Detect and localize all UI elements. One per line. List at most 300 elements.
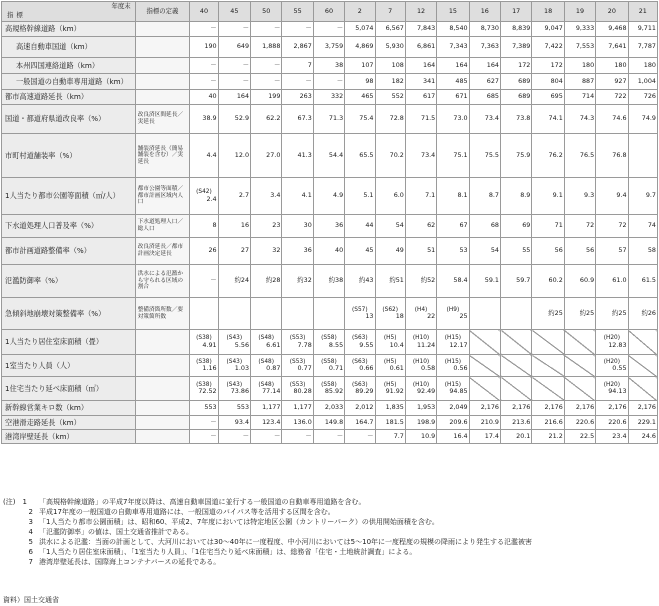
value-cell: －: [313, 22, 344, 37]
value-cell: 552: [375, 90, 405, 105]
value-cell: 180: [596, 58, 628, 74]
value-cell: 54.4: [313, 134, 344, 178]
value-cell: 3.4: [251, 178, 282, 215]
value-cell: 2,176: [469, 401, 500, 416]
table-row: [2, 416, 658, 430]
value-cell: 7,363: [469, 37, 500, 58]
empty-cell: [532, 330, 564, 355]
value-cell: 1,004: [628, 74, 657, 90]
cell-value: 0.66: [359, 364, 374, 373]
header-year: 7: [375, 2, 405, 22]
cell-value: 94.13: [608, 387, 627, 396]
value-cell: 76.2: [532, 134, 564, 178]
cell-value: 0.77: [297, 364, 312, 373]
value-cell: 7,641: [596, 37, 628, 58]
cell-value: 12.83: [608, 340, 627, 349]
footnote: [3, 497, 655, 507]
row-label: 新幹線営業キロ数（km）: [2, 401, 136, 416]
value-cell: 62.2: [251, 105, 282, 134]
value-cell: 72: [596, 215, 628, 238]
footnote-text: 洪水による氾濫：当面の計画として、大河川においては30～40年に一度程度、中小河川においては5～10年に一度程度の規模の降雨により発生する氾濫被害: [39, 538, 533, 546]
value-cell: [282, 298, 313, 330]
value-cell: [190, 298, 218, 330]
value-cell: 7,843: [405, 22, 436, 37]
cell-year-note: (H4): [414, 306, 428, 313]
cell-year-note: (S38): [196, 358, 212, 365]
header-year: 21: [628, 2, 657, 22]
row-label: 港湾岸壁延長（km）: [2, 430, 136, 444]
row-definition: 整備済箇所数／要対策箇所数: [135, 298, 190, 330]
value-cell: 4.9: [313, 178, 344, 215]
value-cell: 9.3: [564, 178, 595, 215]
value-cell: 7: [282, 58, 313, 74]
table-row: [2, 238, 658, 265]
value-cell: [345, 355, 375, 377]
cell-year-note: (H20): [603, 381, 620, 388]
empty-cell: [532, 377, 564, 401]
footnote-text: 「1人当たり都市公園面積」は、昭和60、平成2、7年度においては特定地区公園（カントリーパーク）の供用開始面積を含む。: [39, 518, 439, 526]
value-cell: －: [218, 430, 250, 444]
footnote: [3, 557, 655, 567]
row-label: 本州四国連絡道路（km）: [2, 58, 136, 74]
row-label: 国道・都道府県道改良率（%）: [2, 105, 136, 134]
header-year-end: 年度末: [111, 2, 131, 10]
value-cell: －: [190, 74, 218, 90]
footnote: [3, 517, 655, 527]
value-cell: －: [218, 22, 250, 37]
cell-year-note: (H10): [412, 358, 430, 365]
value-cell: 67.3: [282, 105, 313, 134]
value-cell: 53: [437, 238, 469, 265]
value-cell: 56: [564, 238, 595, 265]
value-cell: 36: [282, 238, 313, 265]
value-cell: 180: [564, 58, 595, 74]
cell-value: 0.71: [328, 364, 344, 373]
row-label: 下水道処理人口普及率（%）: [2, 215, 136, 238]
row-definition: 改良済延長／都市計画決定延長: [135, 238, 190, 265]
value-cell: 181.5: [375, 416, 405, 430]
cell-year-note: (S48): [258, 335, 274, 342]
footnote-number: 3: [28, 518, 33, 526]
value-cell: －: [190, 430, 218, 444]
cell-value: 85.92: [324, 387, 344, 396]
row-label: 市町村道舗装率（%）: [2, 134, 136, 178]
value-cell: 55: [501, 238, 532, 265]
footnote-text: 平成17年度の一般国道の自動車専用道路には、一般国道のバイパス等を活用する区間を含む。: [39, 508, 335, 516]
cell-value: 94.85: [449, 387, 468, 396]
table-row: [2, 330, 658, 355]
value-cell: 1,177: [282, 401, 313, 416]
cell-year-note: (H5): [383, 358, 397, 365]
cell-year-note: (H9): [446, 306, 460, 313]
value-cell: [437, 377, 469, 401]
value-cell: [282, 330, 313, 355]
value-cell: [251, 377, 282, 401]
value-cell: 56: [532, 238, 564, 265]
value-cell: 21.2: [532, 430, 564, 444]
table-header-row: [2, 2, 658, 22]
value-cell: [282, 355, 313, 377]
cell-year-note: (S58): [321, 335, 337, 342]
value-cell: [218, 377, 250, 401]
cell-year-note: (S53): [289, 381, 306, 388]
cell-year-note: (S38): [196, 381, 212, 388]
value-cell: 23.4: [596, 430, 628, 444]
row-definition: [135, 74, 190, 90]
value-cell: 62: [405, 215, 436, 238]
header-year: 12: [405, 2, 436, 22]
table-row: [2, 178, 658, 215]
empty-cell: [628, 330, 657, 355]
value-cell: 12.0: [218, 134, 250, 178]
value-cell: 2.7: [218, 178, 250, 215]
row-definition: [135, 58, 190, 74]
table-row: [2, 90, 658, 105]
value-cell: [190, 178, 218, 215]
value-cell: 164: [405, 58, 436, 74]
value-cell: 20.1: [501, 430, 532, 444]
value-cell: [375, 298, 405, 330]
value-cell: 27: [218, 238, 250, 265]
value-cell: 5,074: [345, 22, 375, 37]
empty-cell: [628, 377, 657, 401]
value-cell: 172: [532, 58, 564, 74]
row-label: 1人当たり居住室床面積（畳）: [2, 330, 136, 355]
value-cell: 75.9: [501, 134, 532, 178]
value-cell: 36: [313, 215, 344, 238]
row-definition: [135, 416, 190, 430]
table-row: [2, 134, 658, 178]
value-cell: [190, 355, 218, 377]
cell-year-note: (S42): [196, 189, 212, 196]
value-cell: 685: [469, 90, 500, 105]
value-cell: －: [282, 74, 313, 90]
value-cell: 約32: [282, 265, 313, 298]
value-cell: 7,343: [437, 37, 469, 58]
value-cell: 8.7: [469, 178, 500, 215]
cell-year-note: (S53): [289, 358, 306, 365]
value-cell: 7.1: [405, 178, 436, 215]
value-cell: [596, 355, 628, 377]
value-cell: 約38: [313, 265, 344, 298]
value-cell: －: [218, 74, 250, 90]
cell-year-note: (S58): [321, 358, 337, 365]
cell-year-note: (H15): [444, 358, 462, 365]
footnote-text: 「氾濫防御率」の値は、国土交通省推計である。: [39, 528, 193, 536]
cell-year-note: (H15): [444, 335, 462, 342]
cell-year-note: (S57): [352, 306, 368, 313]
value-cell: [596, 377, 628, 401]
value-cell: 108: [375, 58, 405, 74]
header-year: 18: [532, 2, 564, 22]
value-cell: 23: [251, 215, 282, 238]
value-cell: 約51: [375, 265, 405, 298]
empty-cell: [564, 330, 595, 355]
value-cell: 229.1: [628, 416, 657, 430]
value-cell: 約52: [405, 265, 436, 298]
value-cell: [345, 377, 375, 401]
empty-cell: [564, 355, 595, 377]
value-cell: 4.4: [190, 134, 218, 178]
value-cell: 689: [501, 74, 532, 90]
value-cell: 9,047: [532, 22, 564, 37]
table-row: [2, 58, 658, 74]
value-cell: [375, 377, 405, 401]
value-cell: 2,867: [282, 37, 313, 58]
value-cell: －: [345, 430, 375, 444]
value-cell: 182: [375, 74, 405, 90]
table-row: [2, 265, 658, 298]
value-cell: [313, 298, 344, 330]
value-cell: 9,711: [628, 22, 657, 37]
value-cell: [313, 355, 344, 377]
empty-cell: [532, 355, 564, 377]
value-cell: 74: [628, 215, 657, 238]
header-index-cell: [2, 2, 136, 22]
value-cell: 17.4: [469, 430, 500, 444]
table-row: [2, 215, 658, 238]
value-cell: 2,176: [532, 401, 564, 416]
value-cell: 約25: [532, 298, 564, 330]
value-cell: [313, 330, 344, 355]
value-cell: 61.5: [628, 265, 657, 298]
header-year: 2: [345, 2, 375, 22]
cell-value: 11.24: [416, 340, 436, 349]
value-cell: －: [251, 74, 282, 90]
value-cell: 7,389: [501, 37, 532, 58]
row-label: 1人当たり都市公園等面積（㎡/人）: [2, 178, 136, 215]
value-cell: 722: [596, 90, 628, 105]
value-cell: 887: [564, 74, 595, 90]
cell-value: 72.52: [198, 387, 217, 396]
table-row: [2, 430, 658, 444]
header-year: 16: [469, 2, 500, 22]
cell-year-note: (H20): [603, 358, 620, 365]
value-cell: 213.6: [501, 416, 532, 430]
value-cell: 172: [501, 58, 532, 74]
value-cell: 73.4: [469, 105, 500, 134]
value-cell: 約26: [628, 298, 657, 330]
value-cell: 約25: [564, 298, 595, 330]
value-cell: 7,422: [532, 37, 564, 58]
value-cell: 164: [218, 90, 250, 105]
value-cell: －: [251, 22, 282, 37]
value-cell: 2,049: [437, 401, 469, 416]
value-cell: 5.1: [345, 178, 375, 215]
row-label: 一般国道の自動車専用道路（km）: [2, 74, 136, 90]
value-cell: 8.9: [501, 178, 532, 215]
value-cell: [190, 330, 218, 355]
cell-year-note: (S63): [352, 335, 368, 342]
value-cell: 689: [501, 90, 532, 105]
value-cell: 2,176: [596, 401, 628, 416]
footnote-number: 2: [28, 508, 33, 516]
cell-year-note: (H20): [603, 335, 620, 342]
value-cell: 216.6: [532, 416, 564, 430]
cell-value: 73.86: [230, 387, 250, 396]
row-definition: [135, 355, 190, 377]
value-cell: [345, 330, 375, 355]
cell-value: 2.4: [206, 194, 217, 203]
value-cell: 59.7: [501, 265, 532, 298]
cell-year-note: (S62): [382, 306, 398, 313]
cell-value: 77.14: [262, 387, 281, 396]
cell-year-note: (S63): [352, 381, 368, 388]
footnote-number: 5: [28, 538, 33, 546]
value-cell: －: [190, 416, 218, 430]
value-cell: 7,553: [564, 37, 595, 58]
value-cell: 714: [564, 90, 595, 105]
value-cell: 26: [190, 238, 218, 265]
cell-value: 0.58: [421, 364, 436, 373]
value-cell: 6.0: [375, 178, 405, 215]
footnote-number: 6: [28, 548, 33, 556]
value-cell: 74.3: [564, 105, 595, 134]
cell-value: 13: [365, 312, 374, 321]
table-row: [2, 377, 658, 401]
header-year: 17: [501, 2, 532, 22]
cell-value: 91.92: [385, 387, 404, 396]
table-row: [2, 298, 658, 330]
cell-year-note: (H10): [412, 335, 430, 342]
value-cell: 1,835: [375, 401, 405, 416]
value-cell: 209.6: [437, 416, 469, 430]
value-cell: 38.9: [190, 105, 218, 134]
row-label: 1室当たり人員（人）: [2, 355, 136, 377]
value-cell: －: [313, 74, 344, 90]
value-cell: [437, 355, 469, 377]
cell-value: 6.61: [266, 340, 281, 349]
value-cell: 671: [437, 90, 469, 105]
cell-year-note: (S43): [226, 381, 243, 388]
value-cell: [375, 355, 405, 377]
value-cell: 61.0: [596, 265, 628, 298]
value-cell: 210.9: [469, 416, 500, 430]
value-cell: 約28: [251, 265, 282, 298]
row-definition: [135, 377, 190, 401]
value-cell: [345, 298, 375, 330]
value-cell: [218, 298, 250, 330]
value-cell: 8,540: [437, 22, 469, 37]
value-cell: 58: [628, 238, 657, 265]
value-cell: －: [190, 58, 218, 74]
value-cell: 16.4: [437, 430, 469, 444]
row-label: 急傾斜地崩壊対策整備率（%）: [2, 298, 136, 330]
cell-value: 0.55: [612, 364, 627, 373]
table-row: [2, 37, 658, 58]
value-cell: 54: [469, 238, 500, 265]
header-definition: 指標の定義: [135, 2, 190, 22]
value-cell: 約24: [218, 265, 250, 298]
value-cell: 75.4: [345, 105, 375, 134]
row-definition: [135, 90, 190, 105]
value-cell: 2,176: [501, 401, 532, 416]
value-cell: [501, 298, 532, 330]
value-cell: [190, 377, 218, 401]
header-year: 15: [437, 2, 469, 22]
value-cell: 1,888: [251, 37, 282, 58]
value-cell: 199: [251, 90, 282, 105]
cell-year-note: (S58): [321, 381, 337, 388]
value-cell: 7.7: [375, 430, 405, 444]
row-label: 都市計画道路整備率（%）: [2, 238, 136, 265]
value-cell: 123.4: [251, 416, 282, 430]
value-cell: 73.4: [405, 134, 436, 178]
value-cell: 73.0: [437, 105, 469, 134]
cell-value: 1.03: [234, 364, 250, 373]
footnote-number: (注) 1: [3, 498, 27, 506]
value-cell: 59.1: [469, 265, 500, 298]
row-label: 高速自動車国道（km）: [2, 37, 136, 58]
value-cell: 40: [313, 238, 344, 265]
value-cell: 24.6: [628, 430, 657, 444]
value-cell: 553: [190, 401, 218, 416]
empty-cell: [628, 355, 657, 377]
value-cell: 68: [469, 215, 500, 238]
value-cell: 71: [532, 215, 564, 238]
value-cell: 9.7: [628, 178, 657, 215]
value-cell: 8: [190, 215, 218, 238]
value-cell: 553: [218, 401, 250, 416]
cell-value: 8.55: [328, 340, 344, 349]
footnote-text: 「1人当たり居住室床面積」、「1室当たり人員」、「1住宅当たり延べ床面積」は、総務省「住宅・土地統計調査」による。: [39, 548, 417, 556]
value-cell: 70.2: [375, 134, 405, 178]
value-cell: 10.9: [405, 430, 436, 444]
value-cell: [251, 298, 282, 330]
value-cell: [282, 377, 313, 401]
value-cell: 75.5: [469, 134, 500, 178]
value-cell: [628, 134, 657, 178]
indicator-table: [1, 1, 658, 444]
value-cell: 54: [375, 215, 405, 238]
empty-cell: [501, 355, 532, 377]
value-cell: 27.0: [251, 134, 282, 178]
value-cell: [405, 355, 436, 377]
cell-value: 12.17: [449, 340, 468, 349]
footnote: [3, 527, 655, 537]
value-cell: 76.8: [596, 134, 628, 178]
table-row: [2, 74, 658, 90]
value-cell: 71.5: [405, 105, 436, 134]
value-cell: 73.8: [501, 105, 532, 134]
value-cell: 3,759: [313, 37, 344, 58]
value-cell: [469, 298, 500, 330]
value-cell: －: [190, 265, 218, 298]
header-year: 19: [564, 2, 595, 22]
row-definition: 舗装済延長（簡易舗装を含む）／実延長: [135, 134, 190, 178]
cell-value: 10.4: [389, 340, 404, 349]
cell-value: 7.78: [297, 340, 312, 349]
cell-year-note: (S53): [289, 335, 306, 342]
cell-value: 25: [459, 312, 468, 321]
value-cell: 60.2: [532, 265, 564, 298]
value-cell: 804: [532, 74, 564, 90]
value-cell: 74.9: [628, 105, 657, 134]
header-year: 55: [282, 2, 313, 22]
header-year: 60: [313, 2, 344, 22]
empty-cell: [469, 355, 500, 377]
value-cell: [405, 377, 436, 401]
value-cell: 4.1: [282, 178, 313, 215]
value-cell: 57: [596, 238, 628, 265]
table-row: [2, 401, 658, 416]
cell-year-note: (S43): [226, 358, 243, 365]
value-cell: 72.8: [375, 105, 405, 134]
cell-year-note: (H5): [383, 381, 397, 388]
value-cell: [251, 355, 282, 377]
value-cell: [218, 330, 250, 355]
cell-value: 89.29: [355, 387, 374, 396]
